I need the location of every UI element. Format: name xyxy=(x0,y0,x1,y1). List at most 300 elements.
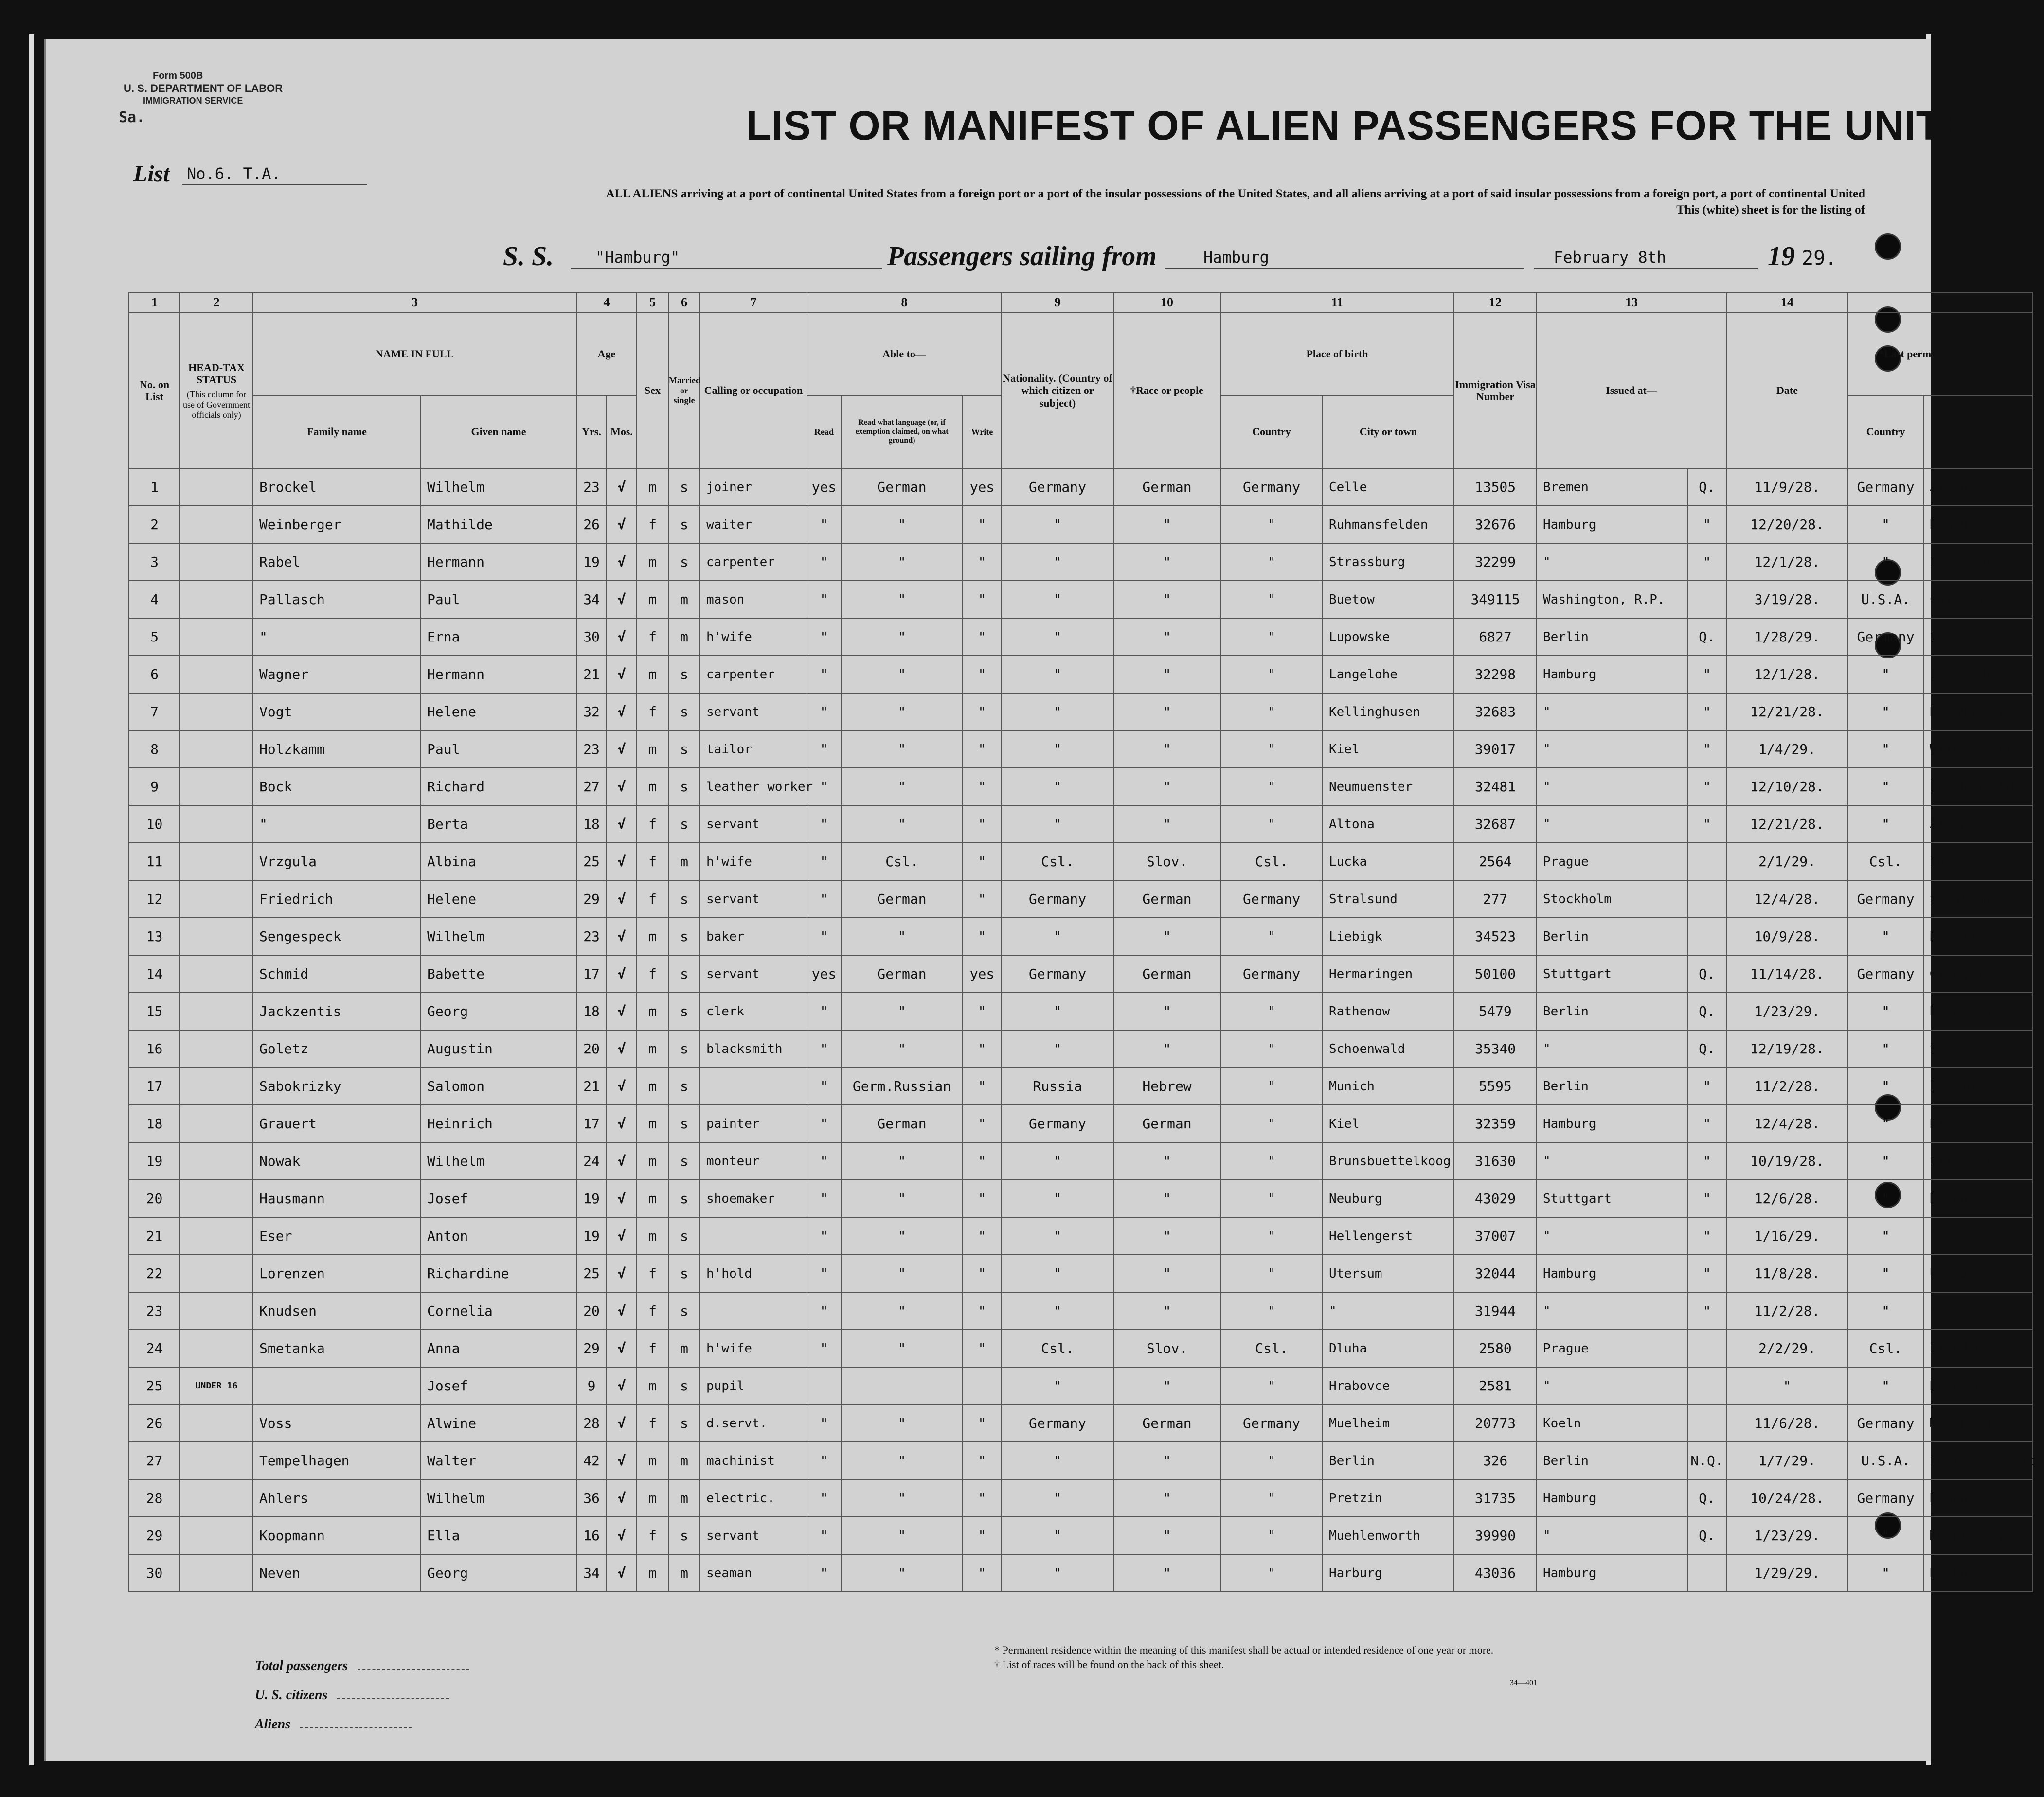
row-number-cell: 10 xyxy=(129,805,180,843)
family-name-cell: Tempelhagen xyxy=(253,1442,421,1479)
residence-city-cell: Langelohe xyxy=(1923,656,2033,693)
occupation-cell xyxy=(700,1217,807,1255)
table-row xyxy=(129,1479,2033,1517)
ship-name: "Hamburg" xyxy=(595,248,680,267)
age-months-check-icon: √ xyxy=(607,656,637,693)
ship-label: S. S. xyxy=(503,241,554,271)
birth-country-cell: " xyxy=(1220,1030,1323,1068)
occupation-cell: carpenter xyxy=(700,543,807,581)
residence-city-cell: Hamburg xyxy=(1923,1479,2033,1517)
age-months-check-icon: √ xyxy=(607,1105,637,1142)
issue-date-cell: 10/24/28. xyxy=(1726,1479,1848,1517)
age-years-cell: 29 xyxy=(576,1330,607,1367)
family-name-cell: Sabokrizky xyxy=(253,1068,421,1105)
age-months-check-icon: √ xyxy=(607,1292,637,1330)
head-tax-status-cell xyxy=(180,506,253,543)
birth-country-cell: " xyxy=(1220,1142,1323,1180)
race-cell: " xyxy=(1113,730,1220,768)
manifest-table xyxy=(128,292,2044,1592)
head-tax-status-cell xyxy=(180,693,253,730)
age-months-check-icon: √ xyxy=(607,730,637,768)
given-name-cell: Erna xyxy=(421,618,576,656)
given-name-cell: Cornelia xyxy=(421,1292,576,1330)
birth-city-cell: " xyxy=(1323,1292,1454,1330)
header-place-of-birth: Place of birth xyxy=(1220,313,1454,395)
birth-city-cell: Ruhmansfelden xyxy=(1323,506,1454,543)
col-num: 8 xyxy=(807,292,1002,313)
age-months-check-icon: √ xyxy=(607,1030,637,1068)
family-name-cell: Friedrich xyxy=(253,880,421,918)
residence-country-cell: " xyxy=(1848,768,1923,805)
residence-country-cell: U.S.A. xyxy=(1848,1442,1923,1479)
read-language-cell: " xyxy=(841,1517,963,1554)
issue-date-cell: 1/4/29. xyxy=(1726,730,1848,768)
issue-date-cell: 12/1/28. xyxy=(1726,656,1848,693)
col-num: 7 xyxy=(700,292,807,313)
head-tax-status-cell xyxy=(180,730,253,768)
read-language-cell: " xyxy=(841,730,963,768)
issued-place-cell: Prague xyxy=(1537,1330,1687,1367)
age-months-check-icon: √ xyxy=(607,468,637,506)
visa-number-cell: 43036 xyxy=(1454,1554,1537,1592)
race-cell: German xyxy=(1113,1105,1220,1142)
read-language-cell: " xyxy=(841,1554,963,1592)
given-name-cell: Ella xyxy=(421,1517,576,1554)
age-years-cell: 42 xyxy=(576,1442,607,1479)
issued-place-cell: Berlin xyxy=(1537,1068,1687,1105)
birth-city-cell: Rathenow xyxy=(1323,993,1454,1030)
read-language-cell: " xyxy=(841,1479,963,1517)
race-cell: German xyxy=(1113,955,1220,993)
read-language-cell: " xyxy=(841,768,963,805)
residence-country-cell: " xyxy=(1848,1292,1923,1330)
header-family-name: Family name xyxy=(253,395,421,468)
issued-place-cell: Prague xyxy=(1537,843,1687,880)
given-name-cell: Richardine xyxy=(421,1255,576,1292)
row-number-cell: 27 xyxy=(129,1442,180,1479)
residence-country-cell: Germany xyxy=(1848,880,1923,918)
row-number-cell: 20 xyxy=(129,1180,180,1217)
issued-mark-cell: " xyxy=(1687,805,1726,843)
residence-country-cell: " xyxy=(1848,1105,1923,1142)
issued-mark-cell: " xyxy=(1687,1180,1726,1217)
marital-status-cell: s xyxy=(668,1180,700,1217)
col-num: 1 xyxy=(129,292,180,313)
residence-city-cell: Brachenfeld xyxy=(1923,768,2033,805)
residence-city-cell: Chicago xyxy=(1923,581,2033,618)
issued-mark-cell: Q. xyxy=(1687,955,1726,993)
occupation-cell: servant xyxy=(700,693,807,730)
table-row xyxy=(129,693,2033,730)
read-language-cell: " xyxy=(841,1292,963,1330)
age-months-check-icon: √ xyxy=(607,1142,637,1180)
read-language-cell: " xyxy=(841,656,963,693)
family-name-cell: Schmid xyxy=(253,955,421,993)
row-number-cell: 22 xyxy=(129,1255,180,1292)
table-row xyxy=(129,1180,2033,1217)
marital-status-cell: m xyxy=(668,618,700,656)
nationality-cell: " xyxy=(1002,918,1113,955)
subtitle-line-2: This (white) sheet is for the listing of xyxy=(1676,203,1865,216)
occupation-cell: monteur xyxy=(700,1142,807,1180)
issued-place-cell: Hamburg xyxy=(1537,1554,1687,1592)
marital-status-cell: s xyxy=(668,1255,700,1292)
issued-mark-cell xyxy=(1687,918,1726,955)
footer-total-line xyxy=(358,1669,469,1670)
sex-cell: m xyxy=(637,1479,668,1517)
header-age: Age xyxy=(576,313,637,395)
can-write-cell: " xyxy=(963,1142,1002,1180)
age-months-check-icon: √ xyxy=(607,1479,637,1517)
age-years-cell: 19 xyxy=(576,543,607,581)
sex-cell: m xyxy=(637,1180,668,1217)
sex-cell: m xyxy=(637,1442,668,1479)
occupation-cell: seaman xyxy=(700,1554,807,1592)
residence-country-cell: " xyxy=(1848,1255,1923,1292)
birth-country-cell: " xyxy=(1220,918,1323,955)
can-read-cell: " xyxy=(807,880,841,918)
occupation-cell: electric. xyxy=(700,1479,807,1517)
read-language-cell: German xyxy=(841,468,963,506)
issue-date-cell: 1/29/29. xyxy=(1726,1554,1848,1592)
header-mos: Mos. xyxy=(607,395,637,468)
family-name-cell: Pallasch xyxy=(253,581,421,618)
row-number-cell: 19 xyxy=(129,1142,180,1180)
birth-city-cell: Altona xyxy=(1323,805,1454,843)
issue-date-cell: 11/2/28. xyxy=(1726,1068,1848,1105)
family-name-cell: Lorenzen xyxy=(253,1255,421,1292)
age-months-check-icon: √ xyxy=(607,843,637,880)
can-read-cell: " xyxy=(807,1479,841,1517)
race-cell: " xyxy=(1113,1180,1220,1217)
residence-city-cell: Wilhelmsburg xyxy=(1923,730,2033,768)
sex-cell: m xyxy=(637,1030,668,1068)
residence-city-cell: " xyxy=(1923,1217,2033,1255)
occupation-cell: h'wife xyxy=(700,1330,807,1367)
head-tax-status-cell xyxy=(180,1330,253,1367)
visa-number-cell: 50100 xyxy=(1454,955,1537,993)
birth-city-cell: Muelheim xyxy=(1323,1405,1454,1442)
issued-mark-cell: " xyxy=(1687,1068,1726,1105)
family-name-cell: " xyxy=(253,618,421,656)
header-yrs: Yrs. xyxy=(576,395,607,468)
age-years-cell: 34 xyxy=(576,1554,607,1592)
issued-mark-cell xyxy=(1687,581,1726,618)
can-write-cell: " xyxy=(963,1105,1002,1142)
given-name-cell: Helene xyxy=(421,693,576,730)
issued-mark-cell: Q. xyxy=(1687,993,1726,1030)
birth-country-cell: " xyxy=(1220,1367,1323,1405)
row-number-cell: 15 xyxy=(129,993,180,1030)
issued-mark-cell: " xyxy=(1687,1142,1726,1180)
issued-mark-cell: " xyxy=(1687,543,1726,581)
read-language-cell: " xyxy=(841,1255,963,1292)
age-months-check-icon: √ xyxy=(607,581,637,618)
occupation-cell: d.servt. xyxy=(700,1405,807,1442)
birth-city-cell: Strassburg xyxy=(1323,543,1454,581)
race-cell: " xyxy=(1113,1442,1220,1479)
birth-country-cell: " xyxy=(1220,1479,1323,1517)
visa-number-cell: 32044 xyxy=(1454,1255,1537,1292)
occupation-cell: servant xyxy=(700,880,807,918)
birth-country-cell: Germany xyxy=(1220,1405,1323,1442)
nationality-cell: " xyxy=(1002,618,1113,656)
birth-city-cell: Neuburg xyxy=(1323,1180,1454,1217)
occupation-cell: h'hold xyxy=(700,1255,807,1292)
issued-mark-cell: " xyxy=(1687,1292,1726,1330)
age-months-check-icon: √ xyxy=(607,1442,637,1479)
read-language-cell: German xyxy=(841,1105,963,1142)
sex-cell: f xyxy=(637,618,668,656)
issued-place-cell: " xyxy=(1537,693,1687,730)
given-name-cell: Hermann xyxy=(421,543,576,581)
given-name-cell: Babette xyxy=(421,955,576,993)
service: IMMIGRATION SERVICE xyxy=(143,96,243,106)
table-row xyxy=(129,656,2033,693)
race-cell: " xyxy=(1113,1554,1220,1592)
birth-city-cell: Celle xyxy=(1323,468,1454,506)
visa-number-cell: 32359 xyxy=(1454,1105,1537,1142)
sex-cell: m xyxy=(637,1142,668,1180)
issued-place-cell: Stockholm xyxy=(1537,880,1687,918)
residence-city-cell: Muehlenworth xyxy=(1923,1517,2033,1554)
row-number-cell: 2 xyxy=(129,506,180,543)
residence-country-cell: " xyxy=(1848,730,1923,768)
race-cell: " xyxy=(1113,1292,1220,1330)
given-name-cell: Richard xyxy=(421,768,576,805)
table-row xyxy=(129,1292,2033,1330)
occupation-cell: joiner xyxy=(700,468,807,506)
issue-date-cell: 3/19/28. xyxy=(1726,581,1848,618)
race-cell: Slov. xyxy=(1113,1330,1220,1367)
binder-hole xyxy=(1875,233,1901,260)
birth-country-cell: Csl. xyxy=(1220,843,1323,880)
visa-number-cell: 6827 xyxy=(1454,618,1537,656)
can-read-cell: " xyxy=(807,1255,841,1292)
header-issued-at: Issued at— xyxy=(1537,313,1726,468)
issued-mark-cell: Q. xyxy=(1687,618,1726,656)
visa-number-cell: 2564 xyxy=(1454,843,1537,880)
visa-number-cell: 20773 xyxy=(1454,1405,1537,1442)
table-row xyxy=(129,1068,2033,1105)
birth-country-cell: " xyxy=(1220,581,1323,618)
given-name-cell: Wilhelm xyxy=(421,1479,576,1517)
row-number-cell: 4 xyxy=(129,581,180,618)
head-tax-status-cell xyxy=(180,618,253,656)
age-months-check-icon: √ xyxy=(607,1180,637,1217)
issue-date-cell: 12/4/28. xyxy=(1726,1105,1848,1142)
date-underline xyxy=(1534,268,1758,269)
issue-date-cell: 2/2/29. xyxy=(1726,1330,1848,1367)
residence-city-cell: Berlin xyxy=(1923,1068,2033,1105)
residence-city-cell: Giengen xyxy=(1923,955,2033,993)
marital-status-cell: m xyxy=(668,581,700,618)
row-number-cell: 1 xyxy=(129,468,180,506)
issued-place-cell: Hamburg xyxy=(1537,656,1687,693)
occupation-cell: mason xyxy=(700,581,807,618)
age-years-cell: 19 xyxy=(576,1217,607,1255)
can-read-cell: " xyxy=(807,1105,841,1142)
given-name-cell: Anton xyxy=(421,1217,576,1255)
given-name-cell: Wilhelm xyxy=(421,1142,576,1180)
footer-total xyxy=(255,1658,469,1674)
issued-place-cell: Bremen xyxy=(1537,468,1687,506)
head-tax-status-cell xyxy=(180,1030,253,1068)
row-number-cell: 24 xyxy=(129,1330,180,1367)
header-read: Read xyxy=(807,395,841,468)
family-name-cell: Wagner xyxy=(253,656,421,693)
col-num: 6 xyxy=(668,292,700,313)
issue-date-cell: 11/14/28. xyxy=(1726,955,1848,993)
family-name-cell: Knudsen xyxy=(253,1292,421,1330)
nationality-cell: " xyxy=(1002,1479,1113,1517)
marital-status-cell: s xyxy=(668,993,700,1030)
residence-city-cell: Hamburg xyxy=(1923,1554,2033,1592)
row-number-cell: 5 xyxy=(129,618,180,656)
visa-number-cell: 32298 xyxy=(1454,656,1537,693)
marital-status-cell: s xyxy=(668,1068,700,1105)
can-read-cell: " xyxy=(807,1030,841,1068)
birth-city-cell: Brunsbuettelkoog xyxy=(1323,1142,1454,1180)
family-name-cell: Eser xyxy=(253,1217,421,1255)
row-number-cell: 8 xyxy=(129,730,180,768)
race-cell: Hebrew xyxy=(1113,1068,1220,1105)
issued-place-cell: " xyxy=(1537,805,1687,843)
issued-place-cell: Stuttgart xyxy=(1537,1180,1687,1217)
head-tax-status-cell xyxy=(180,1479,253,1517)
year-prefix: 19 xyxy=(1768,241,1795,271)
residence-country-cell: U.S.A. xyxy=(1848,581,1923,618)
can-write-cell xyxy=(963,1367,1002,1405)
sex-cell: f xyxy=(637,880,668,918)
issued-mark-cell: " xyxy=(1687,730,1726,768)
birth-country-cell: " xyxy=(1220,1068,1323,1105)
residence-country-cell: Germany xyxy=(1848,618,1923,656)
issue-date-cell: 12/6/28. xyxy=(1726,1180,1848,1217)
col-num: 10 xyxy=(1113,292,1220,313)
race-cell: " xyxy=(1113,506,1220,543)
issued-place-cell: Berlin xyxy=(1537,918,1687,955)
residence-city-cell: Langelohe xyxy=(1923,543,2033,581)
issue-date-cell: 11/8/28. xyxy=(1726,1255,1848,1292)
can-write-cell: " xyxy=(963,1330,1002,1367)
table-row xyxy=(129,506,2033,543)
occupation-cell: clerk xyxy=(700,993,807,1030)
read-language-cell: German xyxy=(841,880,963,918)
marital-status-cell: s xyxy=(668,1367,700,1405)
age-years-cell: 21 xyxy=(576,1068,607,1105)
table-row xyxy=(129,993,2033,1030)
sex-cell: f xyxy=(637,506,668,543)
occupation-cell: h'wife xyxy=(700,618,807,656)
nationality-cell: " xyxy=(1002,1442,1113,1479)
residence-country-cell: Germany xyxy=(1848,1479,1923,1517)
can-write-cell: " xyxy=(963,581,1002,618)
issued-place-cell: " xyxy=(1537,730,1687,768)
occupation-cell: h'wife xyxy=(700,843,807,880)
family-name-cell: Vrzgula xyxy=(253,843,421,880)
residence-country-cell: " xyxy=(1848,1517,1923,1554)
nationality-cell: " xyxy=(1002,1255,1113,1292)
can-read-cell: " xyxy=(807,805,841,843)
header-calling: Calling or occupation xyxy=(700,313,807,468)
age-years-cell: 28 xyxy=(576,1405,607,1442)
birth-country-cell: " xyxy=(1220,805,1323,843)
table-row xyxy=(129,843,2033,880)
head-tax-status-cell xyxy=(180,768,253,805)
table-row xyxy=(129,1142,2033,1180)
residence-city-cell: Altona xyxy=(1923,468,2033,506)
sex-cell: m xyxy=(637,1367,668,1405)
residence-country-cell: " xyxy=(1848,656,1923,693)
read-language-cell xyxy=(841,1367,963,1405)
can-write-cell: " xyxy=(963,805,1002,843)
issue-date-cell: 11/9/28. xyxy=(1726,468,1848,506)
residence-city-cell: Utersum xyxy=(1923,1255,2033,1292)
race-cell: " xyxy=(1113,618,1220,656)
age-months-check-icon: √ xyxy=(607,1068,637,1105)
list-label: List xyxy=(133,161,170,187)
issued-place-cell: " xyxy=(1537,1142,1687,1180)
header-married: Married or single xyxy=(668,313,700,468)
sailing-date: February 8th xyxy=(1554,248,1667,267)
read-language-cell: " xyxy=(841,1442,963,1479)
row-number-cell: 28 xyxy=(129,1479,180,1517)
issued-place-cell: Hamburg xyxy=(1537,506,1687,543)
age-years-cell: 18 xyxy=(576,805,607,843)
can-read-cell: " xyxy=(807,1292,841,1330)
table-row xyxy=(129,1554,2033,1592)
residence-city-cell: Hamburg xyxy=(1923,506,2033,543)
residence-country-cell: " xyxy=(1848,805,1923,843)
header-no-on-list: No. on List xyxy=(129,313,180,468)
can-read-cell: yes xyxy=(807,955,841,993)
can-write-cell: " xyxy=(963,1180,1002,1217)
footer-aliens-line xyxy=(300,1727,412,1728)
given-name-cell: Paul xyxy=(421,730,576,768)
visa-number-cell: 35340 xyxy=(1454,1030,1537,1068)
sex-cell: m xyxy=(637,543,668,581)
race-cell: German xyxy=(1113,880,1220,918)
row-number-cell: 6 xyxy=(129,656,180,693)
age-years-cell: 19 xyxy=(576,1180,607,1217)
header-read-what: Read what language (or, if exemption claimed, on what ground) xyxy=(841,395,963,468)
issued-mark-cell: " xyxy=(1687,506,1726,543)
family-name-cell: Neven xyxy=(253,1554,421,1592)
residence-city-cell: Port Washington xyxy=(1923,1442,2033,1479)
col-num: 12 xyxy=(1454,292,1537,313)
birth-city-cell: Buetow xyxy=(1323,581,1454,618)
age-months-check-icon: √ xyxy=(607,1554,637,1592)
given-name-cell: Josef xyxy=(421,1180,576,1217)
subtitle-line-1: ALL ALIENS arriving at a port of continental United States from a foreign port or a port of the insular possessions of the United States, and all aliens arriving at a port of said insular possessions from a foreign port, a port of continental United xyxy=(606,187,1865,200)
read-language-cell: " xyxy=(841,1330,963,1367)
can-read-cell: " xyxy=(807,506,841,543)
race-cell: " xyxy=(1113,656,1220,693)
age-months-check-icon: √ xyxy=(607,506,637,543)
residence-country-cell: Germany xyxy=(1848,955,1923,993)
family-name-cell: Grauert xyxy=(253,1105,421,1142)
given-name-cell: Wilhelm xyxy=(421,468,576,506)
issued-mark-cell xyxy=(1687,1554,1726,1592)
birth-country-cell: " xyxy=(1220,1292,1323,1330)
row-number-cell: 26 xyxy=(129,1405,180,1442)
nationality-cell: Germany xyxy=(1002,468,1113,506)
issued-place-cell: Berlin xyxy=(1537,1442,1687,1479)
visa-number-cell: 32299 xyxy=(1454,543,1537,581)
table-row xyxy=(129,1442,2033,1479)
residence-city-cell: Zlaudska xyxy=(1923,1330,2033,1367)
